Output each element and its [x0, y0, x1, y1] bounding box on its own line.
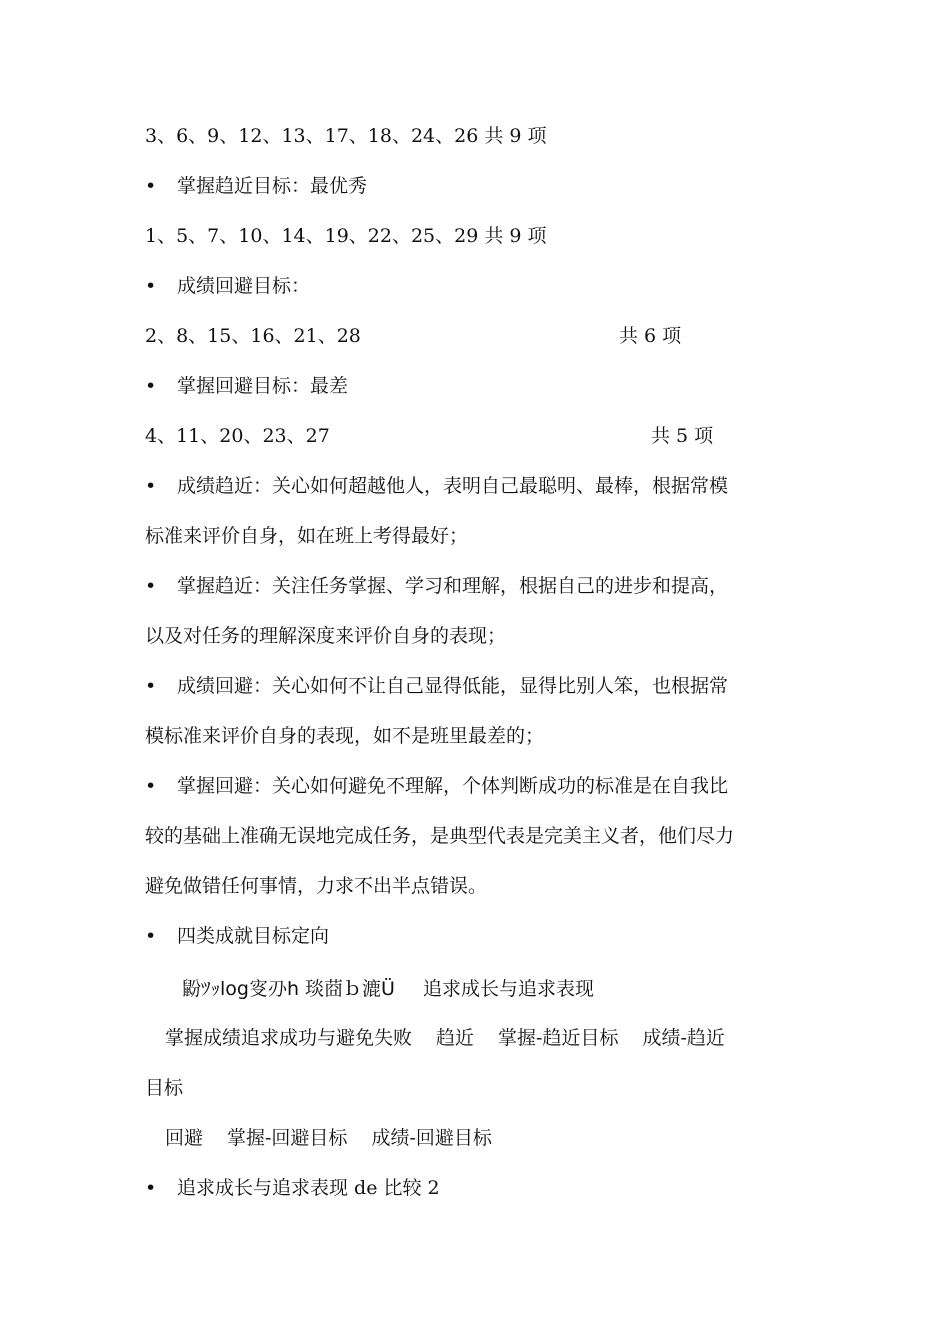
garbled-text: 鼢ﾂｯlog叜刅h 琰莔ｂ漉Ü — [182, 978, 395, 1000]
paragraph-continuation: 以及对任务的理解深度来评价自身的表现； — [145, 625, 507, 647]
bullet-text: 成绩回避：关心如何不让自己显得低能，显得比别人笨，也根据常 — [177, 675, 729, 697]
bullet-item — [145, 572, 728, 600]
table-cell: 掌握成绩追求成功与避免失败 — [165, 1027, 413, 1049]
bullet-text: 掌握回避目标：最差 — [177, 375, 349, 397]
bullet-glyph: • — [145, 375, 157, 397]
bullet-glyph: • — [145, 925, 157, 947]
paragraph-continuation: 标准来评价自身，如在班上考得最好； — [145, 525, 469, 547]
paragraph-continuation: 避免做错任何事情，力求不出半点错误。 — [145, 875, 488, 897]
bullet-item — [145, 672, 728, 700]
bullet-item — [145, 922, 329, 950]
table-cell: 成绩-趋近 — [642, 1027, 725, 1049]
table-header-line — [182, 975, 594, 1003]
table-header-label: 追求成长与追求表现 — [423, 978, 595, 1000]
bullet-item — [145, 472, 728, 500]
table-row — [165, 1024, 725, 1052]
item-list-line — [145, 422, 745, 450]
item-list-line: 1、5、7、10、14、19、22、25、29 共 9 项 — [145, 225, 547, 247]
bullet-glyph: • — [145, 575, 157, 597]
bullet-item — [145, 1174, 440, 1202]
bullet-glyph: • — [145, 275, 157, 297]
table-row-continuation: 目标 — [145, 1077, 184, 1099]
item-list-line: 3、6、9、12、13、17、18、24、26 共 9 项 — [145, 125, 547, 147]
bullet-item — [145, 172, 367, 200]
bullet-glyph: • — [145, 175, 157, 197]
paragraph-continuation: 较的基础上准确无误地完成任务，是典型代表是完美主义者，他们尽力 — [145, 825, 735, 847]
table-cell: 成绩-回避目标 — [371, 1127, 492, 1149]
bullet-text: 追求成长与追求表现 de 比较 2 — [177, 1177, 440, 1199]
paragraph-continuation: 模标准来评价自身的表现，如不是班里最差的； — [145, 725, 545, 747]
item-count: 共 6 项 — [619, 325, 682, 347]
bullet-item — [145, 372, 348, 400]
bullet-glyph: • — [145, 475, 157, 497]
bullet-text: 掌握趋近：关注任务掌握、学习和理解，根据自己的进步和提高， — [177, 575, 729, 597]
bullet-text: 成绩回避目标： — [177, 275, 311, 297]
bullet-glyph: • — [145, 675, 157, 697]
bullet-item — [145, 272, 310, 300]
bullet-text: 掌握趋近目标：最优秀 — [177, 175, 368, 197]
bullet-glyph: • — [145, 775, 157, 797]
item-list-line — [145, 322, 745, 350]
item-list-numbers: 4、11、20、23、27 — [145, 425, 330, 447]
bullet-text: 成绩趋近：关心如何超越他人，表明自己最聪明、最棒，根据常模 — [177, 475, 729, 497]
bullet-text: 四类成就目标定向 — [177, 925, 330, 947]
table-cell: 回避 — [165, 1127, 204, 1149]
bullet-item — [145, 772, 728, 800]
bullet-glyph: • — [145, 1177, 157, 1199]
item-list-numbers: 2、8、15、16、21、28 — [145, 325, 361, 347]
item-count: 共 5 项 — [651, 425, 714, 447]
table-cell: 掌握-回避目标 — [227, 1127, 348, 1149]
bullet-text: 掌握回避：关心如何避免不理解，个体判断成功的标准是在自我比 — [177, 775, 729, 797]
table-row — [165, 1124, 492, 1152]
table-cell: 掌握-趋近目标 — [498, 1027, 619, 1049]
table-cell: 趋近 — [436, 1027, 475, 1049]
